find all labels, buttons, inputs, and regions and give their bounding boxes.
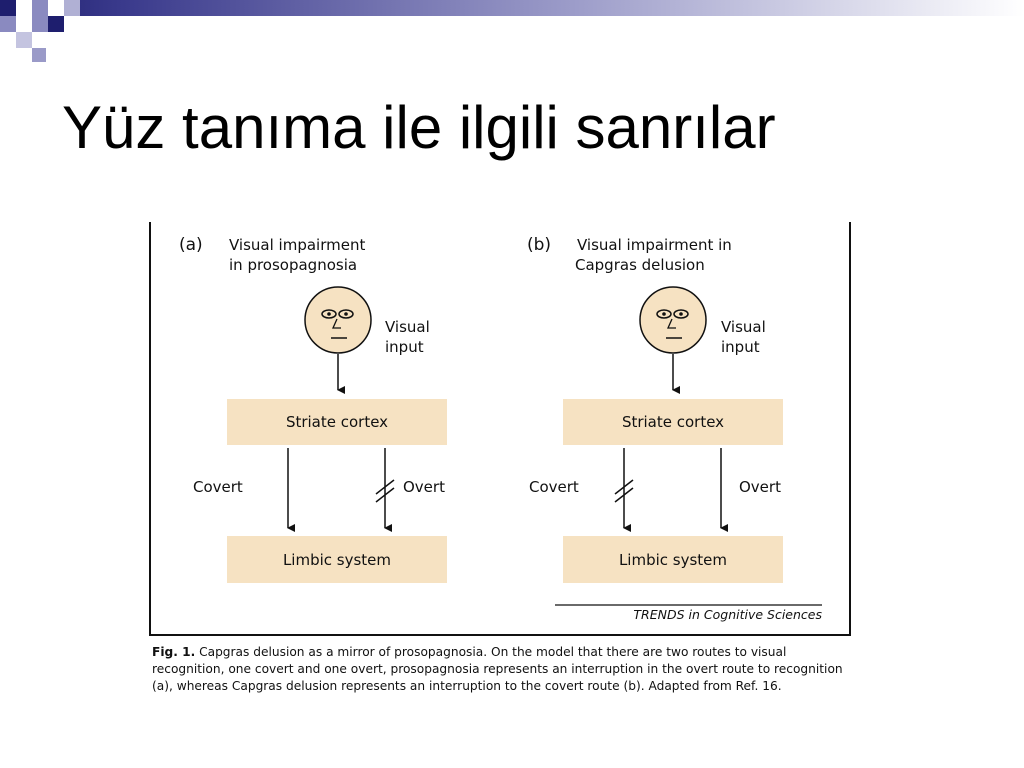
panel-b-title-line1: Visual impairment in: [577, 236, 732, 254]
deco-square: [32, 48, 46, 62]
striate-cortex-label: Striate cortex: [285, 413, 389, 431]
visual-input-label-line2: input: [385, 338, 424, 356]
figure-caption: [152, 644, 852, 695]
slide-title: Yüz tanıma ile ilgili sanrılar: [62, 94, 776, 161]
covert-label: Covert: [193, 478, 243, 496]
panel-b-label: (b): [527, 235, 552, 255]
visual-input-label-line1: Visual: [385, 318, 430, 336]
header-band: [0, 0, 1024, 16]
visual-input-label-line1: Visual: [721, 318, 766, 336]
deco-square: [0, 0, 16, 16]
limbic-system-label: Limbic system: [282, 551, 392, 569]
prosopagnosia-capgras-diagram: [151, 222, 849, 634]
panel-b: [527, 235, 783, 583]
caption-text: Capgras delusion as a mirror of prosopagnosia. On the model that there are two routes to visual recognition, one covert and one overt, prosopagnosia represents an interruption in the overt route to recognition (a), whereas Capgras delusion represents an interruption to the covert route (b). Adapted from Ref. 16.: [152, 645, 843, 693]
face-icon: [640, 287, 706, 353]
figure-frame: [149, 222, 851, 636]
visual-input-label-line2: input: [721, 338, 760, 356]
deco-square: [16, 0, 32, 16]
deco-square: [32, 32, 48, 48]
panel-b-title-line2: Capgras delusion: [575, 256, 705, 274]
deco-square: [64, 0, 80, 16]
deco-square: [48, 0, 64, 16]
panel-a-title-line1: Visual impairment: [229, 236, 366, 254]
overt-label: Overt: [403, 478, 445, 496]
panel-a: [179, 235, 447, 583]
panel-a-title-line2: in prosopagnosia: [229, 256, 358, 274]
covert-label: Covert: [529, 478, 579, 496]
caption-label: Fig. 1.: [152, 645, 196, 659]
deco-square: [32, 0, 48, 16]
deco-square: [32, 16, 48, 32]
limbic-system-label: Limbic system: [618, 551, 728, 569]
deco-square: [0, 16, 16, 32]
deco-square: [16, 32, 32, 48]
deco-square: [16, 16, 32, 32]
overt-label: Overt: [739, 478, 781, 496]
source-credit: TRENDS in Cognitive Sciences: [633, 607, 822, 622]
face-icon: [305, 287, 371, 353]
panel-a-label: (a): [179, 235, 203, 255]
striate-cortex-label: Striate cortex: [621, 413, 725, 431]
deco-square: [48, 16, 64, 32]
